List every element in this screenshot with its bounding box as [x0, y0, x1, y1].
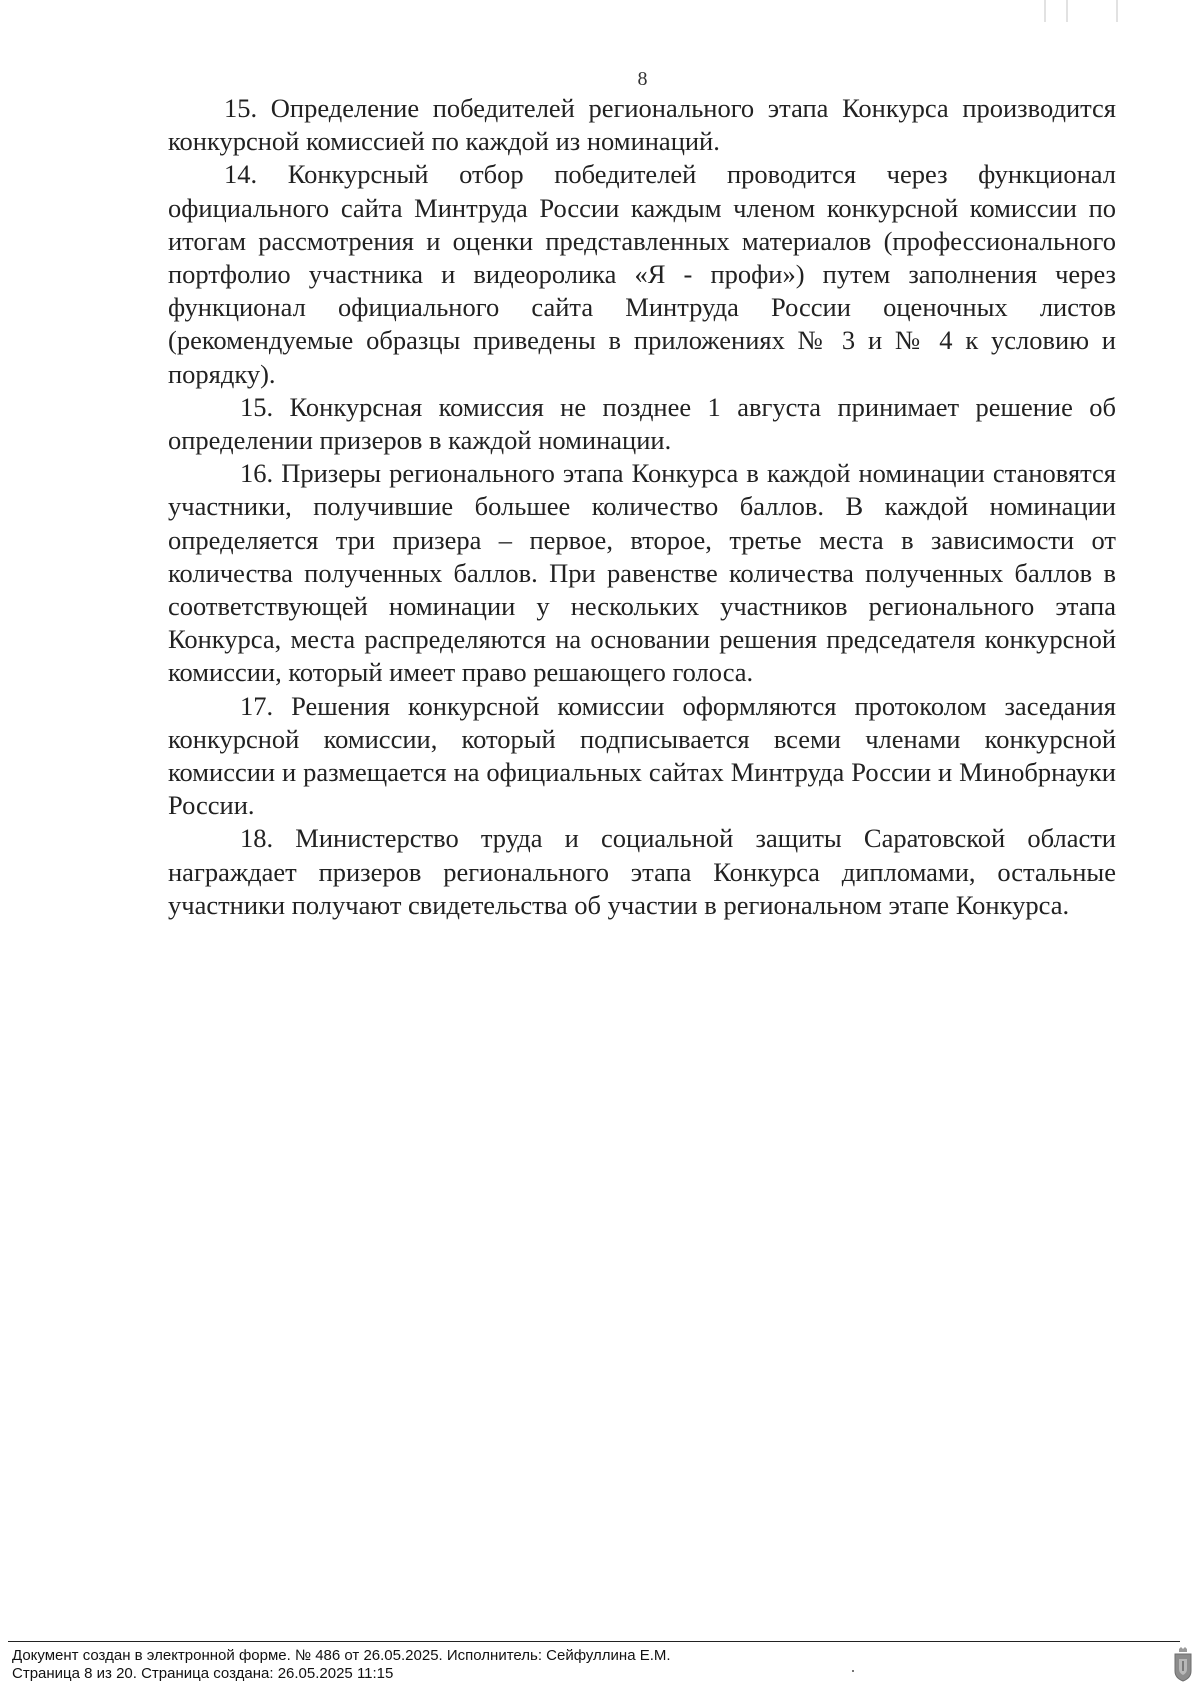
paragraph-15-winners: 15. Определение победителей регионального этапа Конкурса производится конкурсной комиссией по каждой из номинаций. [168, 93, 1116, 157]
footer-page-info: Страница 8 из 20. Страница создана: 26.05.2025 11:15 [12, 1665, 394, 1682]
paragraph-14-selection: 14. Конкурсный отбор победителей проводится через функционал официального сайта Минтруда России каждым членом конкурсной комиссии по итогам рассмотрения и оценки представленных материалов (профессионального портфолио участника и видеоролика «Я - профи») путем заполнения через функционал официального сайта Минтруда России оценочных листов (рекомендуемые образцы приведены в приложениях № 3 и № 4 к условию и порядку). [168, 159, 1116, 389]
scan-artifact-marks [1044, 0, 1124, 22]
footer-divider [8, 1641, 1180, 1642]
document-footer [12, 1647, 671, 1683]
scan-mark [1116, 0, 1118, 22]
emblem-icon [1172, 1645, 1194, 1683]
paragraph-16-prize-winners: 16. Призеры регионального этапа Конкурса в каждой номинации становятся участники, получившие большее количество баллов. В каждой номинации определяется три призера – первое, второе, третье места в зависимости от количества полученных баллов. При равенстве количества полученных баллов в соответствующей номинации у нескольких участников регионального этапа Конкурса, места распределяются на основании решения председателя конкурсной комиссии, который имеет право решающего голоса. [168, 458, 1116, 688]
scan-mark [1066, 0, 1068, 22]
document-body [168, 92, 1116, 922]
scan-speck [852, 1670, 854, 1672]
scan-mark [1044, 0, 1046, 22]
paragraph-18-awards: 18. Министерство труда и социальной защиты Саратовской области награждает призеров регионального этапа Конкурса дипломами, остальные участники получают свидетельства об участии в региональном этапе Конкурса. [168, 823, 1116, 920]
page-number: 8 [637, 68, 648, 90]
paragraph-15-commission-decision: 15. Конкурсная комиссия не позднее 1 августа принимает решение об определении призеров в каждой номинации. [168, 391, 1116, 456]
footer-document-info: Документ создан в электронной форме. № 486 от 26.05.2025. Исполнитель: Сейфуллина Е.М. [12, 1647, 671, 1664]
paragraph-17-protocol: 17. Решения конкурсной комиссии оформляются протоколом заседания конкурсной комиссии, который подписывается всеми членами конкурсной комиссии и размещается на официальных сайтах Минтруда России и Минобрнауки России. [168, 690, 1116, 821]
